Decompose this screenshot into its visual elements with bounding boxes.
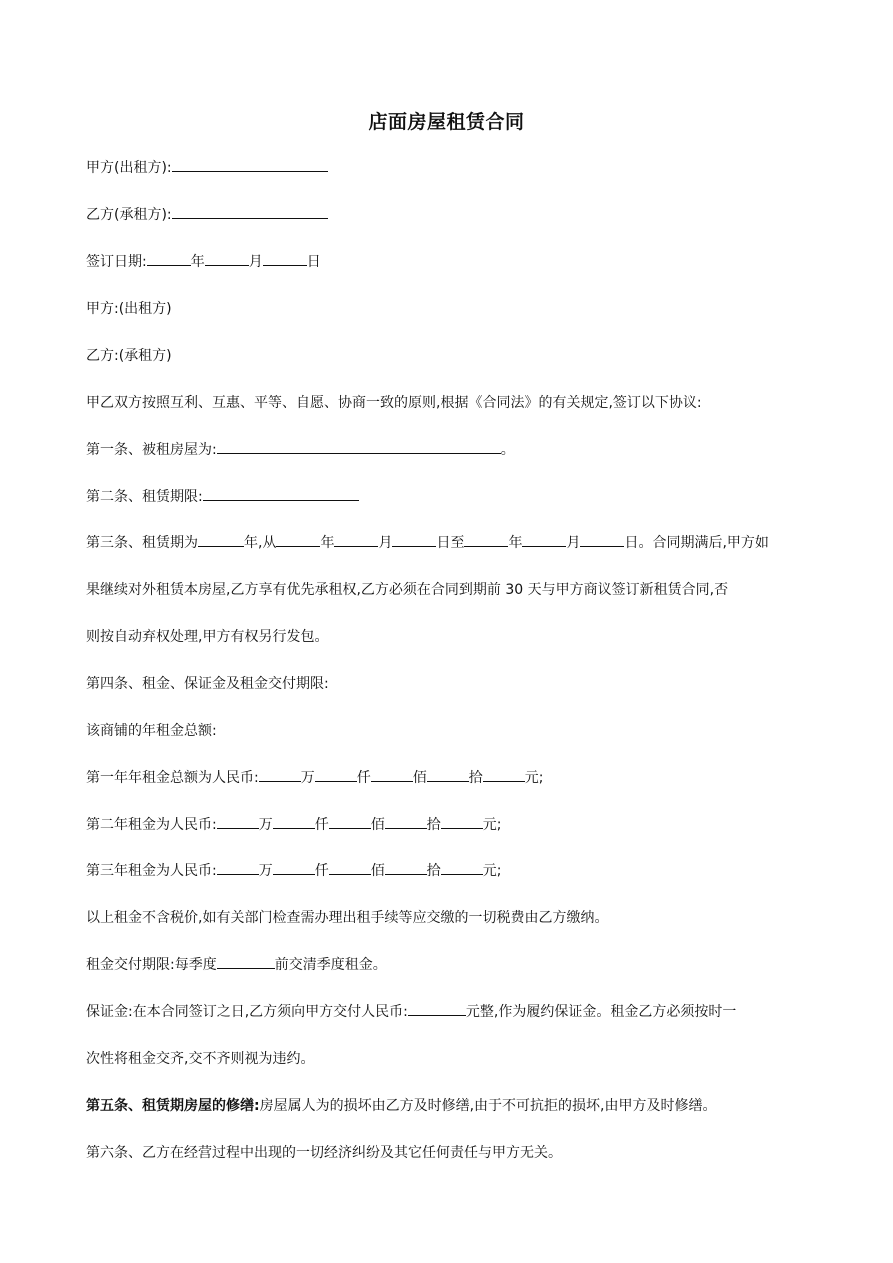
sign-year-blank [147,251,191,266]
unit-yuan: 元; [482,863,502,879]
sign-year-unit: 年 [190,254,205,270]
deposit-text: 元整,作为履约保证金。租金乙方必须按时一 [465,1004,737,1020]
unit-bai: 佰 [412,770,427,786]
article-5 [86,1095,816,1117]
start-day-blank [392,532,436,547]
amount-blank [329,860,371,875]
party-b-field [86,204,816,226]
party-b-blank [172,204,328,219]
unit-yuan: 元; [482,817,502,833]
article-1-end: 。 [500,442,515,458]
payment-deadline-label: 租金交付期限:每季度 [86,957,217,973]
article-3-text: 日。合同期满后,甲方如 [624,535,769,551]
unit-shi: 拾 [468,770,483,786]
unit-shi: 拾 [426,863,441,879]
article-6: 第六条、乙方在经营过程中出现的一切经济纠纷及其它任何责任与甲方无关。 [86,1145,562,1161]
preamble: 甲乙双方按照互利、互惠、平等、自愿、协商一致的原则,根据《合同法》的有关规定,签订以下协议: [86,395,702,411]
amount-blank [217,860,259,875]
payment-deadline-blank [217,954,275,969]
amount-blank [483,767,525,782]
unit-qian: 仟 [356,770,371,786]
premises-blank [217,439,501,454]
deposit-amount-blank [408,1001,466,1016]
article-5-label: 第五条、租赁期房屋的修缮: [86,1098,260,1114]
article-3-text: 月 [566,535,581,551]
rent-year-1-label: 第一年年租金总额为人民币: [86,770,259,786]
end-day-blank [580,532,624,547]
article-3-line-1 [86,532,816,554]
unit-bai: 佰 [370,817,385,833]
unit-yuan: 元; [524,770,544,786]
sign-date-field [86,251,816,273]
sign-month-blank [205,251,249,266]
unit-qian: 仟 [314,817,329,833]
unit-shi: 拾 [426,817,441,833]
amount-blank [329,814,371,829]
article-1 [86,439,816,461]
end-month-blank [522,532,566,547]
party-a-blank [172,157,328,172]
start-year-blank [276,532,320,547]
amount-blank [427,767,469,782]
article-2-label: 第二条、租赁期限: [86,489,203,505]
sign-date-label: 签订日期: [86,254,147,270]
article-3-line-3: 则按自动弃权处理,甲方有权另行发包。 [86,629,329,645]
party-b-line: 乙方:(承租方) [86,348,172,364]
lease-term-blank [203,486,359,501]
article-3-text: 月 [378,535,393,551]
amount-blank [385,860,427,875]
rent-year-3-label: 第三年租金为人民币: [86,863,217,879]
unit-bai: 佰 [370,863,385,879]
tax-note: 以上租金不含税价,如有关部门检查需办理出租手续等应交缴的一切税费由乙方缴纳。 [86,910,609,926]
amount-blank [315,767,357,782]
article-5-text: 房屋属人为的损坏由乙方及时修缮,由于不可抗拒的损坏,由甲方及时修缮。 [259,1098,717,1114]
amount-blank [273,814,315,829]
unit-wan: 万 [300,770,315,786]
sign-day-blank [263,251,307,266]
article-3-line-2: 果继续对外租赁本房屋,乙方享有优先承租权,乙方必须在合同到期前 30 天与甲方商议签订新租赁合同,否 [86,582,729,598]
rent-year-1 [86,767,816,789]
unit-wan: 万 [258,863,273,879]
article-2 [86,486,816,508]
party-a-line: 甲方:(出租方) [86,301,172,317]
article-3-text: 日至 [436,535,465,551]
party-a-label: 甲方(出租方): [86,160,172,176]
sign-day-unit: 日 [306,254,321,270]
amount-blank [217,814,259,829]
payment-deadline [86,954,816,976]
term-years-blank [198,532,244,547]
article-1-label: 第一条、被租房屋为: [86,442,217,458]
amount-blank [441,860,483,875]
payment-deadline-text: 前交清季度租金。 [274,957,387,973]
amount-blank [441,814,483,829]
party-b-label: 乙方(承租方): [86,207,172,223]
article-4-heading: 第四条、租金、保证金及租金交付期限: [86,676,329,692]
unit-wan: 万 [258,817,273,833]
article-3-text: 第三条、租赁期为 [86,535,198,551]
rent-year-3 [86,860,816,882]
amount-blank [259,767,301,782]
deposit-line-2: 次性将租金交齐,交不齐则视为违约。 [86,1051,315,1067]
annual-rent-total-label: 该商铺的年租金总额: [86,723,217,739]
unit-qian: 仟 [314,863,329,879]
end-year-blank [464,532,508,547]
deposit-line-1 [86,1001,816,1023]
deposit-label: 保证金:在本合同签订之日,乙方须向甲方交付人民币: [86,1004,408,1020]
rent-year-2 [86,814,816,836]
article-3-text: 年 [508,535,523,551]
party-a-field [86,157,816,179]
sign-month-unit: 月 [248,254,263,270]
amount-blank [371,767,413,782]
amount-blank [385,814,427,829]
contract-title: 店面房屋租赁合同 [368,111,525,133]
article-3-text: 年,从 [244,535,277,551]
start-month-blank [334,532,378,547]
article-3-text: 年 [320,535,335,551]
rent-year-2-label: 第二年租金为人民币: [86,817,217,833]
amount-blank [273,860,315,875]
